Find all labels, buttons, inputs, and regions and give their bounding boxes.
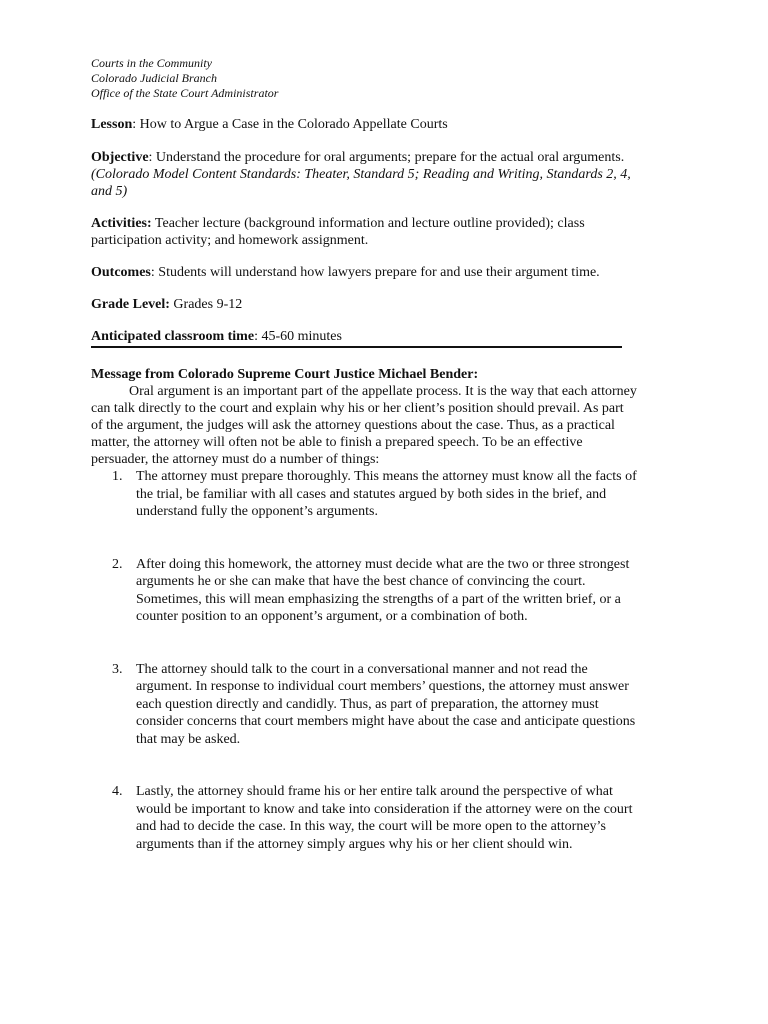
outcomes-label: Outcomes xyxy=(91,265,151,280)
points-list xyxy=(91,468,638,853)
header-branch: Colorado Judicial Branch xyxy=(91,71,217,85)
list-item-text: The attorney must prepare thoroughly. This means the attorney must know all the facts of the trial, be familiar with all cases and statutes argued by both sides in the brief, and understand fully the opponent’s arguments. xyxy=(136,469,637,519)
header-program: Courts in the Community xyxy=(91,56,213,70)
message-heading: Message from Colorado Supreme Court Justice Michael Bender: xyxy=(91,367,479,382)
objective-standards: (Colorado Model Content Standards: Theater, Standard 5; Reading and Writing, Standards 2, 4, and 5) xyxy=(91,167,631,199)
list-item xyxy=(91,468,638,521)
lesson-label: Lesson xyxy=(91,117,133,132)
activities-field xyxy=(91,215,638,249)
objective-label: Objective xyxy=(91,150,149,165)
list-item xyxy=(91,661,638,749)
activities-text: Teacher lecture (background information and lecture outline provided); class participation activity; and homework assignment. xyxy=(91,216,585,248)
list-item xyxy=(91,556,638,626)
list-item-text: Lastly, the attorney should frame his or her entire talk around the perspective of what would be important to know and take into consideration if the attorney were on the court and had to decide the case. In this way, the court will be more open to the attorney’s arguments than if the attorney simply argues why his or her client should win. xyxy=(136,784,633,852)
list-item xyxy=(91,783,638,853)
objective-text: : Understand the procedure for oral arguments; prepare for the actual oral arguments. xyxy=(148,150,625,165)
list-item-text: The attorney should talk to the court in a conversational manner and not read the argument. In response to individual court members’ questions, the attorney must answer each question directly and candidly. Thus, as part of preparation, the attorney must consider concerns that court members might have about the case and anticipate questions that may be asked. xyxy=(136,661,636,747)
grade-level-text: Grades 9-12 xyxy=(169,297,243,312)
document-header xyxy=(91,56,638,101)
list-item-number: 4. xyxy=(112,784,123,799)
message-intro: Oral argument is an important part of the appellate process. It is the way that each attorney can talk directly to the court and explain why his or her client’s position should prevail. As part of the argument, the judges will ask the attorney questions about the case. Thus, as a practical matter, the attorney will often not be able to finish a prepared speech. To be an effective persuader, the attorney must do a number of things: xyxy=(91,384,637,467)
header-office: Office of the State Court Administrator xyxy=(91,86,279,100)
lesson-field xyxy=(91,116,638,133)
objective-field xyxy=(91,149,638,200)
list-item-number: 1. xyxy=(112,469,123,484)
list-item-number: 2. xyxy=(112,556,123,572)
grade-level-label: Grade Level: xyxy=(91,297,170,312)
grade-level-field xyxy=(91,296,638,313)
outcomes-field xyxy=(91,264,638,281)
outcomes-text: : Students will understand how lawyers prepare for and use their argument time. xyxy=(150,265,600,280)
list-item-number: 3. xyxy=(112,661,123,677)
classroom-time-label: Anticipated classroom time xyxy=(91,329,255,344)
classroom-time-text: : 45-60 minutes xyxy=(254,329,342,344)
activities-label: Activities: xyxy=(91,216,152,231)
list-item-text: After doing this homework, the attorney must decide what are the two or three strongest arguments he or she can make that have the best chance of convincing the court. Sometimes, this will mean emphasizing the strengths of a part of the written brief, or a counter position to an opponent’s argument, or a combination of both. xyxy=(136,556,630,624)
classroom-time-field xyxy=(91,328,622,348)
lesson-text: : How to Argue a Case in the Colorado Appellate Courts xyxy=(132,117,448,132)
